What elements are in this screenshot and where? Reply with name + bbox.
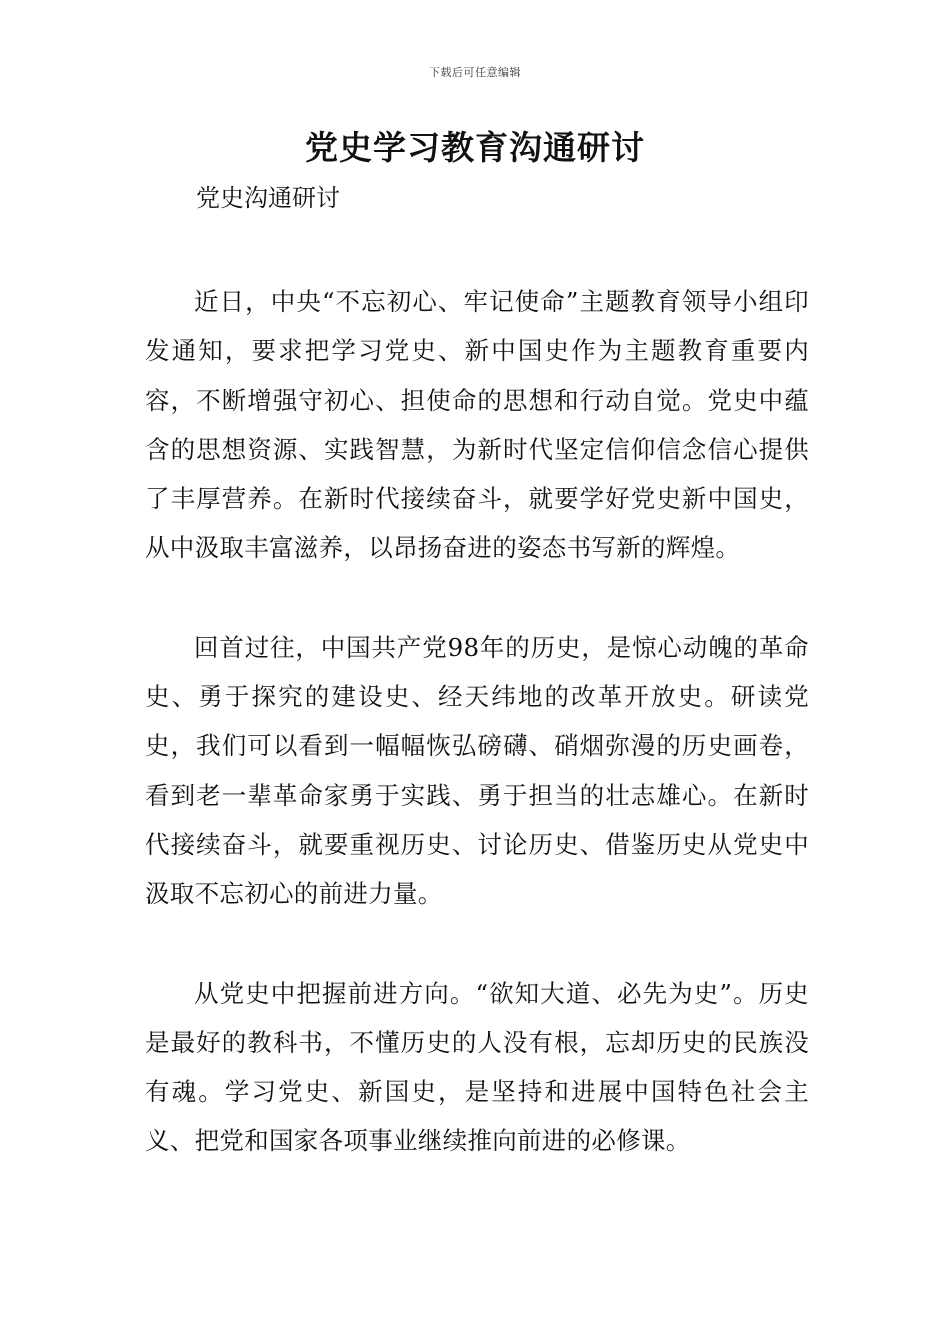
document-title: 党史学习教育沟通研讨 — [305, 128, 645, 167]
paragraph-3: 从党史中把握前进方向。“欲知大道、必先为史”。历史是最好的教科书，不懂历史的人没有根，忘却历史的民族没有魂。学习党史、新国史，是坚持和进展中国特色社会主义、把党和国家各项事业继续推向前进的必修课。 — [145, 978, 809, 1156]
header-note: 下载后可任意编辑 — [429, 66, 521, 79]
paragraph-1: 近日，中央“不忘初心、牢记使命”主题教育领导小组印发通知，要求把学习党史、新中国史作为主题教育重要内容，不断增强守初心、担使命的思想和行动自觉。党史中蕴含的思想资源、实践智慧，为新时代坚定信仰信念信心提供了丰厚营养。在新时代接续奋斗，就要学好党史新中国史，从中汲取丰富滋养，以昂扬奋进的姿态书写新的辉煌。 — [145, 287, 809, 563]
paragraph-2: 回首过往，中国共产党98年的历史，是惊心动魄的革命史、勇于探究的建设史、经天纬地的改革开放史。研读党史，我们可以看到一幅幅恢弘磅礴、硝烟弥漫的历史画卷，看到老一辈革命家勇于实践、勇于担当的壮志雄心。在新时代接续奋斗，就要重视历史、讨论历史、借鉴历史从党史中汲取不忘初心的前进力量。 — [145, 632, 809, 909]
document-body — [145, 277, 809, 1216]
document-subtitle: 党史沟通研讨 — [196, 184, 340, 212]
